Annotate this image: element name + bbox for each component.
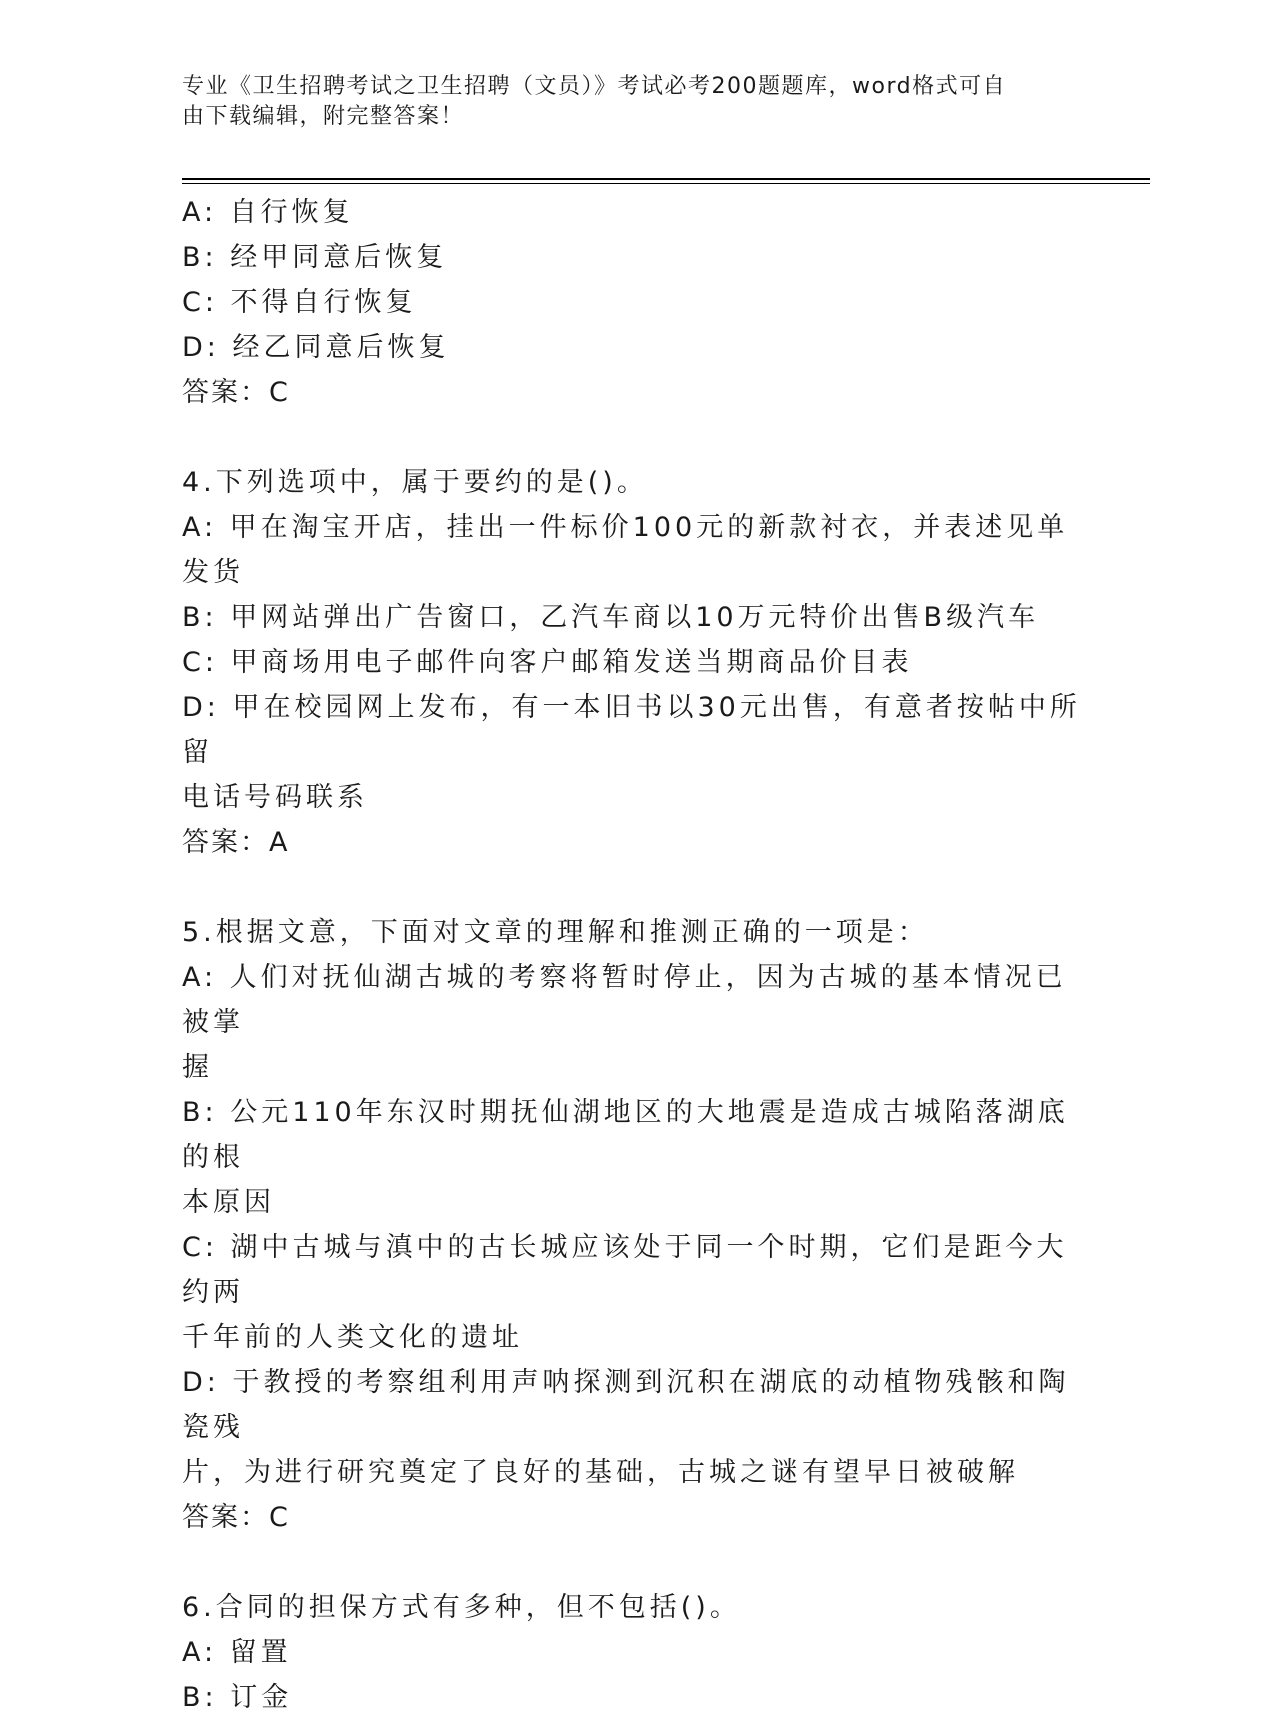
option-b-continued: 本原因 (182, 1187, 275, 1218)
option-b: B: 公元110年东汉时期抚仙湖地区的大地震是造成古城陷落湖底的根 (182, 1097, 1069, 1173)
header-line-1: 专业《卫生招聘考试之卫生招聘（文员）》考试必考200题题库，word格式可自 (182, 74, 1007, 99)
option-d: D: 经乙同意后恢复 (182, 332, 450, 363)
option-a: A: 自行恢复 (182, 197, 354, 228)
question-4 (182, 460, 1082, 865)
header-line-2: 由下载编辑，附完整答案！ (182, 104, 465, 129)
spacer (182, 415, 1082, 460)
answer: 答案：C (182, 1502, 290, 1533)
option-a: A: 甲在淘宝开店，挂出一件标价100元的新款衬衣，并表述见单发货 (182, 512, 1069, 588)
header-divider-thin (182, 183, 1150, 184)
question-6 (182, 1585, 1082, 1720)
header-divider-thick (182, 178, 1150, 180)
option-c-continued: 千年前的人类文化的遗址 (182, 1322, 523, 1353)
option-a-continued: 握 (182, 1052, 213, 1083)
option-a: A: 人们对抚仙湖古城的考察将暂时停止，因为古城的基本情况已被掌 (182, 962, 1067, 1038)
spacer (182, 1540, 1082, 1585)
option-d: D: 甲在校园网上发布，有一本旧书以30元出售，有意者按帖中所留 (182, 692, 1081, 768)
question-text: 4.下列选项中，属于要约的是()。 (182, 467, 648, 498)
question-text: 5.根据文意，下面对文章的理解和推测正确的一项是： (182, 917, 929, 948)
option-b: B: 订金 (182, 1682, 293, 1713)
option-d: D: 于教授的考察组利用声呐探测到沉积在湖底的动植物残骸和陶瓷残 (182, 1367, 1070, 1443)
option-b: B: 经甲同意后恢复 (182, 242, 448, 273)
question-text: 6.合同的担保方式有多种，但不包括()。 (182, 1592, 741, 1623)
document-header (182, 72, 1072, 132)
question-5 (182, 910, 1082, 1540)
question-3 (182, 190, 1082, 415)
option-a: A: 留置 (182, 1637, 292, 1668)
answer: 答案：A (182, 827, 290, 858)
answer: 答案：C (182, 377, 290, 408)
option-c: C: 不得自行恢复 (182, 287, 417, 318)
option-c: C: 湖中古城与滇中的古长城应该处于同一个时期，它们是距今大约两 (182, 1232, 1068, 1308)
spacer (182, 865, 1082, 910)
option-b: B: 甲网站弹出广告窗口，乙汽车商以10万元特价出售B级汽车 (182, 602, 1040, 633)
option-d-continued: 片，为进行研究奠定了良好的基础，古城之谜有望早日被破解 (182, 1457, 1019, 1488)
question-list (182, 190, 1082, 1720)
option-d-continued: 电话号码联系 (182, 782, 368, 813)
option-c: C: 甲商场用电子邮件向客户邮箱发送当期商品价目表 (182, 647, 913, 678)
